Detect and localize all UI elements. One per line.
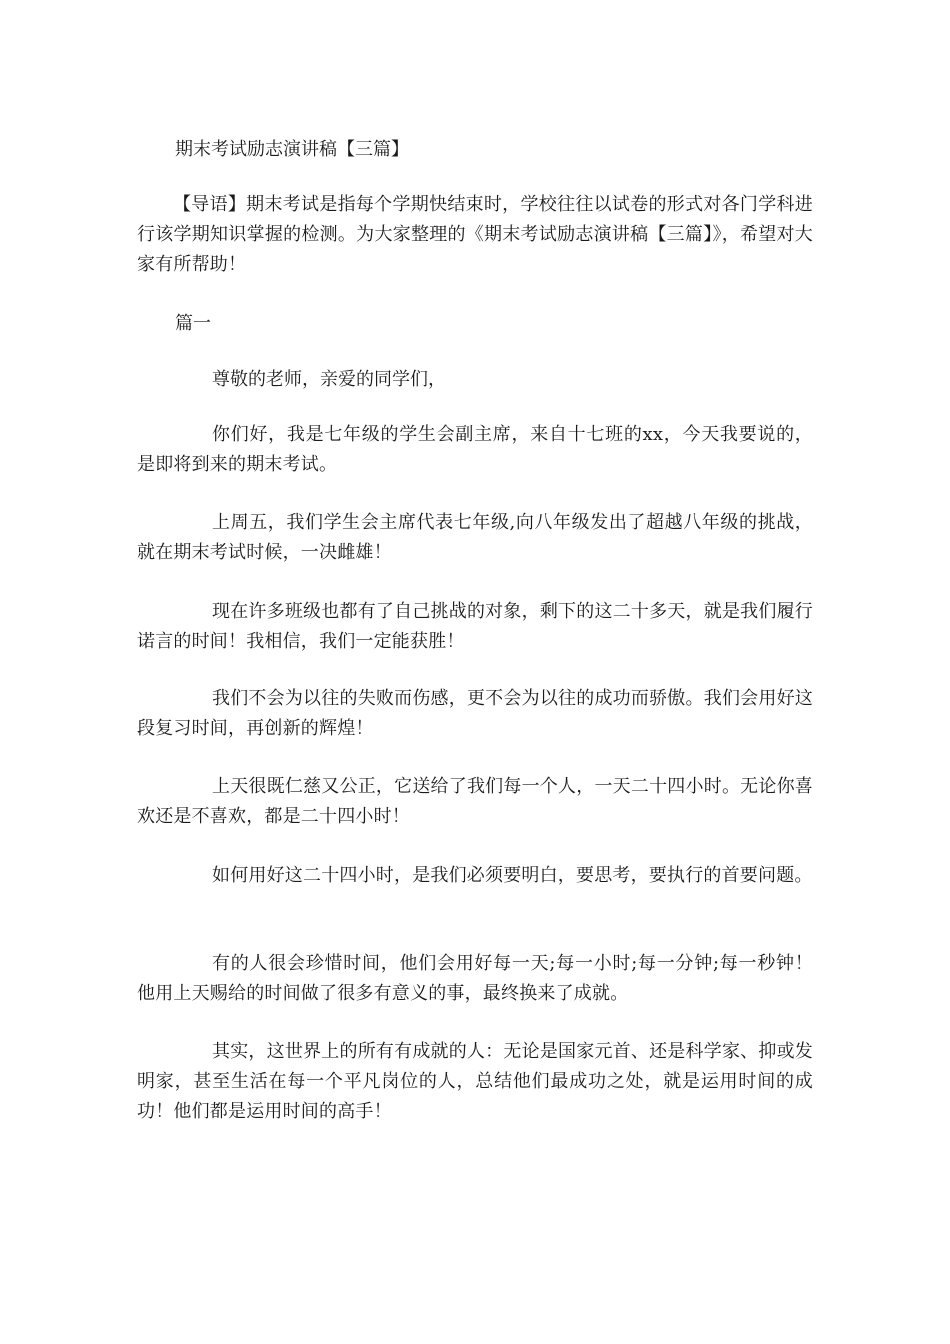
document-title: 期末考试励志演讲稿【三篇】 <box>175 139 409 160</box>
intro-paragraph: 【导语】期末考试是指每个学期快结束时，学校往往以试卷的形式对各门学科进行该学期知识掌握的检测。为大家整理的《期末考试励志演讲稿【三篇】》，希望对大家有所帮助！ <box>137 194 813 275</box>
body-paragraph-6: 如何用好这二十四小时，是我们必须要明白，要思考，要执行的首要问题。 <box>212 865 813 886</box>
salutation: 尊敬的老师，亲爱的同学们， <box>212 369 446 390</box>
body-paragraph-5: 上天很既仁慈又公正，它送给了我们每一个人，一天二十四小时。无论你喜欢还是不喜欢，都是二十四小时！ <box>137 776 813 827</box>
body-paragraph-1: 你们好，我是七年级的学生会副主席，来自十七班的xx，今天我要说的，是即将到来的期末考试。 <box>137 424 813 475</box>
body-paragraph-2: 上周五，我们学生会主席代表七年级,向八年级发出了超越八年级的挑战，就在期末考试时候，一决雌雄！ <box>137 512 813 563</box>
body-paragraph-8: 其实，这世界上的所有有成就的人：无论是国家元首、还是科学家、抑或发明家，甚至生活在每一个平凡岗位的人，总结他们最成功之处，就是运用时间的成功！他们都是运用时间的高手！ <box>137 1041 813 1122</box>
section-heading: 篇一 <box>175 313 211 334</box>
body-paragraph-3: 现在许多班级也都有了自己挑战的对象，剩下的这二十多天，就是我们履行诺言的时间！我相信，我们一定能获胜！ <box>137 601 813 652</box>
body-paragraph-7: 有的人很会珍惜时间，他们会用好每一天;每一小时;每一分钟;每一秒钟！他用上天赐给的时间做了很多有意义的事，最终换来了成就。 <box>137 953 813 1004</box>
body-paragraph-4: 我们不会为以往的失败而伤感，更不会为以往的成功而骄傲。我们会用好这段复习时间，再创新的辉煌！ <box>137 688 813 739</box>
